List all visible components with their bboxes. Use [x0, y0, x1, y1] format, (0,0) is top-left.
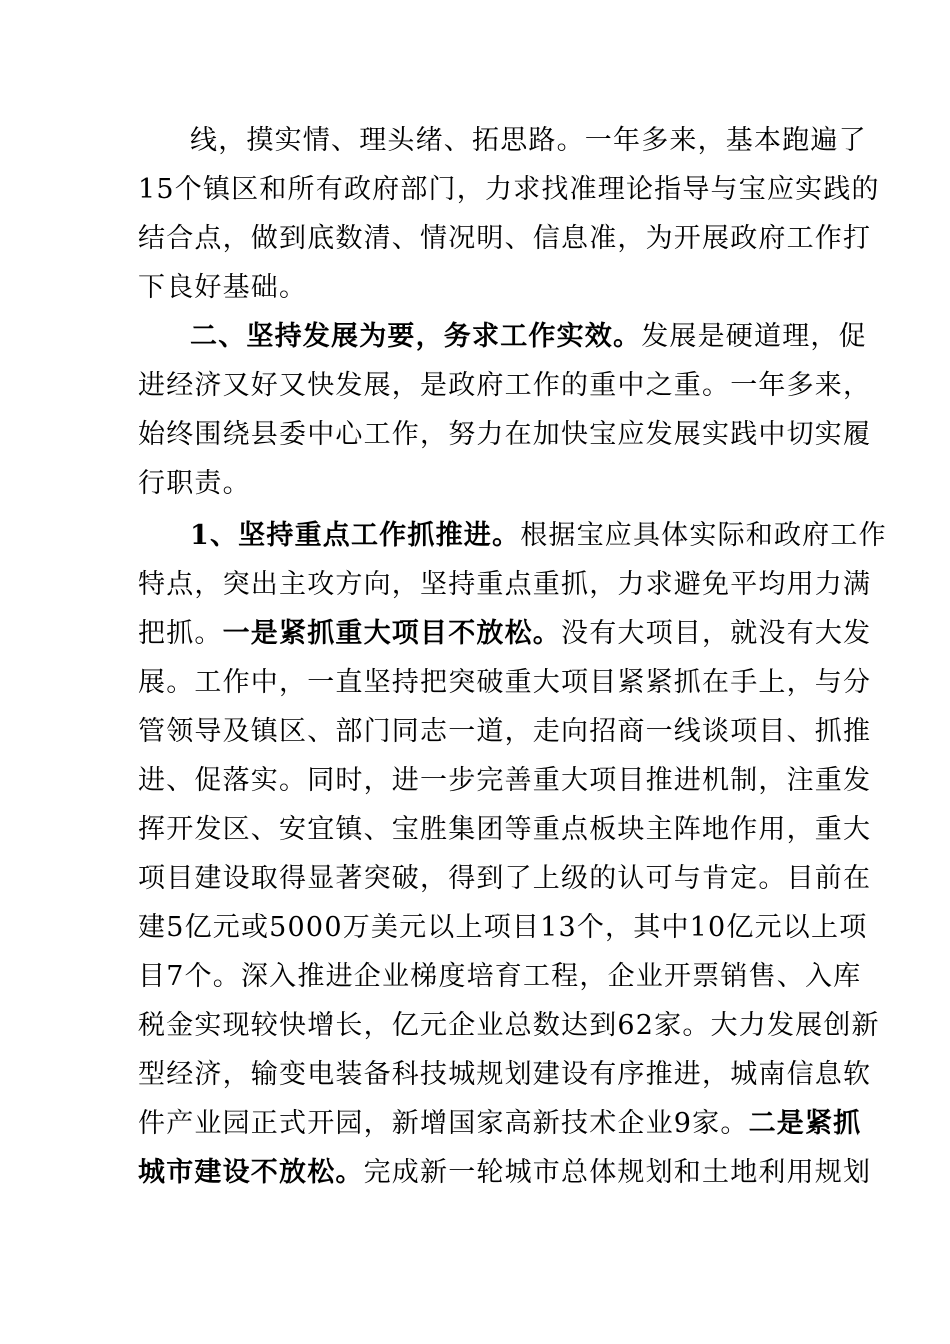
text-segment: 行职责。 [138, 468, 251, 499]
subsection-heading-1: 1、坚持重点工作抓推进。 [190, 520, 521, 551]
text-segment: 型经济，输变电装备科技城规划建设有序推进，城南信息软 [138, 1059, 872, 1090]
text-line-2 [138, 170, 880, 210]
point-heading-2-cont: 城市建设不放松。 [138, 1157, 364, 1188]
text-segment: 根据宝应具体实际和政府工作 [520, 520, 887, 551]
text-line-7 [138, 415, 872, 455]
text-segment: 管领导及镇区、部门同志一道，走向招商一线谈项目、抓推 [138, 716, 872, 747]
text-segment: 挥开发区、安宜镇、宝胜集团等重点板块主阵地作用，重大 [138, 814, 872, 845]
text-line-3 [138, 219, 872, 259]
text-segment: 展。工作中，一直坚持把突破重大项目紧紧抓在手上，与分 [138, 667, 872, 698]
text-line-14 [138, 761, 872, 801]
text-segment: 进、促落实。同时，进一步完善重大项目推进机制，注重发 [138, 765, 872, 796]
text-line-1 [190, 121, 867, 161]
text-line-20 [138, 1055, 872, 1095]
text-segment: 建5亿元或5000万美元以上项目13个，其中10亿元以上项 [138, 912, 868, 943]
text-line-12 [138, 663, 872, 703]
text-segment: 税金实现较快增长，亿元企业总数达到62家。大力发展创新 [138, 1010, 880, 1041]
point-heading-1: 一是紧抓重大项目不放松。 [222, 618, 562, 649]
text-segment: 下良好基础。 [138, 272, 308, 303]
text-line-9 [190, 516, 887, 556]
text-segment: 完成新一轮城市总体规划和土地利用规划 [363, 1157, 872, 1188]
point-heading-2: 二是紧抓 [748, 1108, 862, 1139]
text-line-19 [138, 1006, 880, 1046]
text-line-18 [138, 957, 862, 997]
section-heading-2: 二、坚持发展为要，务求工作实效。 [190, 321, 642, 352]
text-line-10 [138, 565, 872, 605]
text-line-11 [138, 614, 872, 654]
text-segment: 始终围绕县委中心工作，努力在加快宝应发展实践中切实履 [138, 419, 872, 450]
text-line-8 [138, 464, 818, 504]
text-segment: 没有大项目，就没有大发 [561, 618, 872, 649]
text-line-15 [138, 810, 872, 850]
text-line-4 [138, 268, 818, 308]
text-segment: 进经济又好又快发展，是政府工作的重中之重。一年多来， [138, 370, 872, 401]
text-line-6 [138, 366, 872, 406]
text-line-5 [190, 317, 867, 357]
text-segment: 件产业园正式开园，新增国家高新技术企业9家。 [138, 1108, 749, 1139]
text-segment: 把抓。 [138, 618, 223, 649]
text-segment: 线，摸实情、理头绪、拓思路。一年多来，基本跑遍了 [190, 125, 867, 156]
text-segment: 项目建设取得显著突破，得到了上级的认可与肯定。目前在 [138, 863, 872, 894]
text-line-16 [138, 859, 872, 899]
text-line-22 [138, 1153, 872, 1193]
text-segment: 目7个。深入推进企业梯度培育工程，企业开票销售、入库 [138, 961, 862, 992]
text-line-17 [138, 908, 868, 948]
text-segment: 特点，突出主攻方向，坚持重点重抓，力求避免平均用力满 [138, 569, 872, 600]
text-line-21 [138, 1104, 862, 1144]
text-segment: 发展是硬道理，促 [641, 321, 867, 352]
text-segment: 15个镇区和所有政府部门，力求找准理论指导与宝应实践的 [138, 174, 880, 205]
text-segment: 结合点，做到底数清、情况明、信息准，为开展政府工作打 [138, 223, 872, 254]
text-line-13 [138, 712, 872, 752]
